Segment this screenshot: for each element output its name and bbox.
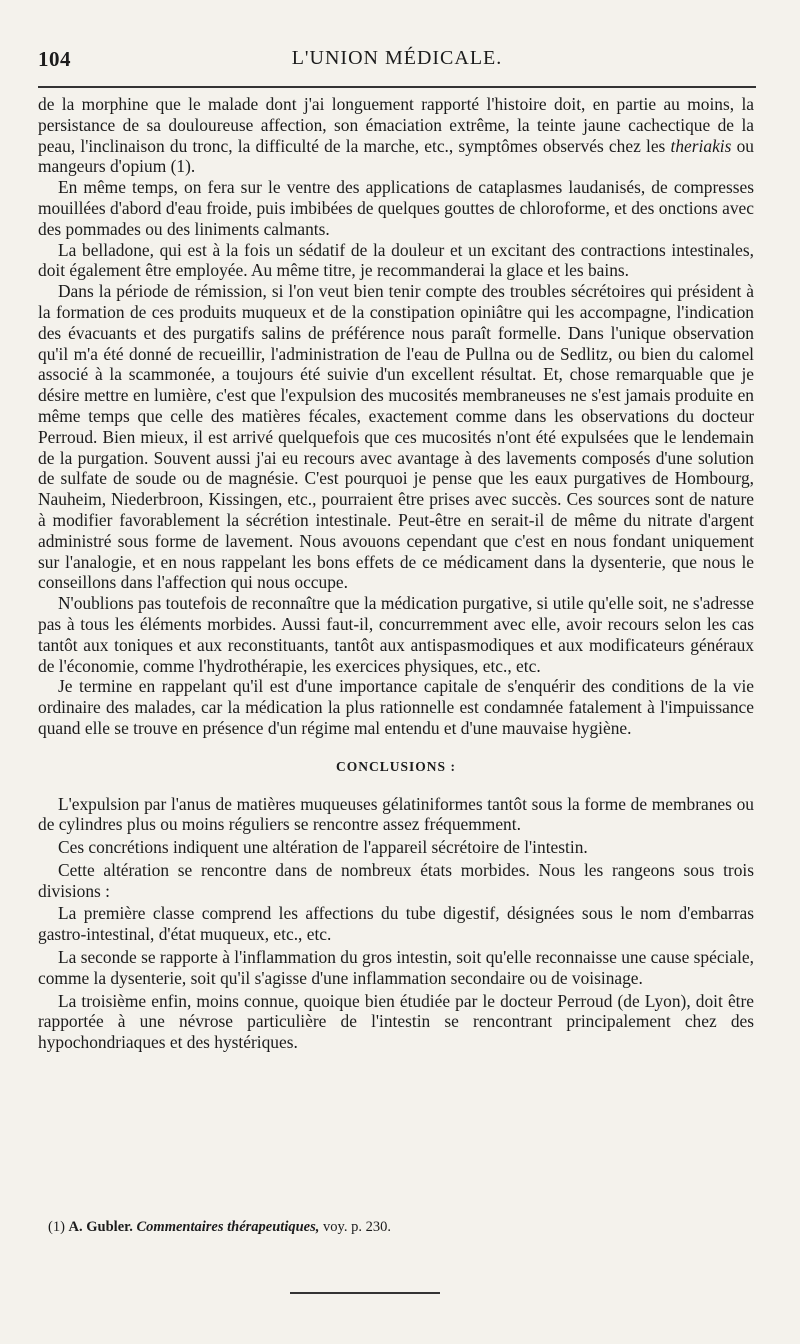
running-title: L'UNION MÉDICALE. <box>291 47 503 69</box>
paragraph: En même temps, on fera sur le ventre des applications de cataplasmes laudanisés, de compresses mouillées d'abord d'eau froide, puis imbibées de quelques gouttes de chloroforme, et des onctions avec des pommades ou des liniments calmants. <box>38 177 754 239</box>
footer-rule <box>290 1292 440 1294</box>
body-text <box>38 94 754 1053</box>
conclusions-section <box>38 794 754 1054</box>
page-header <box>38 47 756 77</box>
footnote-marker: (1) <box>48 1219 65 1235</box>
paragraph: Dans la période de rémission, si l'on veut bien tenir compte des troubles sécrétoires qui président à la formation de ces produits muqueux et de la constipation opiniâtre qui les accompagne, l'indication des évacuants et des purgatifs salins de préférence nous paraît formelle. Dans l'unique observation qu'il m'a été donné de recueillir, l'administration de l'eau de Pullna ou de Sedlitz, ou bien du calomel associé à la scammonée, a toujours été suivie d'un excellent résultat. Et, chose remarquable que je désire mettre en lumière, c'est que l'expulsion des mucosités membraneuses ne s'est jamais produite en même temps que celle des matières fécales, exactement comme dans les observations du docteur Perroud. Bien mieux, il est arrivé quelquefois que ces mucosités n'ont été expulsées que le lendemain de la purgation. Souvent aussi j'ai eu recours avec avantage à des lavements composés d'une solution de sulfate de soude ou de magnésie. C'est pourquoi je pense que les eaux purgatives de Hombourg, Nauheim, Niederbroon, Kissingen, etc., pourraient être prises avec succès. Ces sources sont de nature à modifier favorablement la sécrétion intestinale. Peut-être en serait-il de même du nitrate d'argent administré sous forme de lavement. Nous avouons cependant que c'est en nous fondant uniquement sur l'analogie, et en nous rappelant les bons effets de ce médicament dans la dysenterie, que nous le conseillons dans l'affection qui nous occupe. <box>38 281 754 593</box>
footnote-author: A. Gubler. <box>68 1219 133 1235</box>
page-number: 104 <box>38 47 71 71</box>
paragraph-continued: de la morphine que le malade dont j'ai longuement rapporté l'histoire doit, en partie au moins, la persistance de sa douloureuse affection, son émaciation extrême, la teinte jaune cachectique de la peau, l'inclinaison du tronc, la difficulté de la marche, etc., symptômes observés chez les theriakis ou mangeurs d'opium (1). <box>38 94 754 177</box>
conclusion-item: La seconde se rapporte à l'inflammation du gros intestin, soit qu'elle reconnaisse une cause spéciale, comme la dysenterie, soit qu'il s'agisse d'une inflammation secondaire ou de voisinage. <box>38 947 754 988</box>
paragraph: Je termine en rappelant qu'il est d'une importance capitale de s'enquérir des conditions de la vie ordinaire des malades, car la médication la plus rationnelle est condamnée fatalement à l'impuissance quand elle se trouve en présence d'un régime mal entendu et d'une mauvaise hygiène. <box>38 676 754 738</box>
header-rule <box>38 86 756 88</box>
conclusion-item: Ces concrétions indiquent une altération de l'appareil sécrétoire de l'intestin. <box>58 837 588 858</box>
paragraph: La belladone, qui est à la fois un sédatif de la douleur et un excitant des contractions intestinales, doit également être employée. Au même titre, je recommanderai la glace et les bains. <box>38 239 754 281</box>
conclusion-item: L'expulsion par l'anus de matières muqueuses gélatiniformes tantôt sous la forme de membranes ou de cylindres plus ou moins réguliers se rencontre assez fréquemment. <box>38 793 754 835</box>
footnote-title: Commentaires thérapeutiques, <box>136 1219 320 1235</box>
conclusion-item: Cette altération se rencontre dans de nombreux états morbides. Nous les rangeons sous trois divisions : <box>38 859 754 901</box>
conclusion-item: La troisième enfin, moins connue, quoique bien étudiée par le docteur Perroud (de Lyon), doit être rapportée à une névrose particulière de l'intestin se rencontrant principalement chez des hypochondriaques et des hystériques. <box>38 990 754 1053</box>
conclusion-item: La première classe comprend les affections du tube digestif, désignées sous le nom d'embarras gastro-intestinal, d'état muqueux, etc., etc. <box>38 903 754 945</box>
conclusions-heading: CONCLUSIONS : <box>336 758 456 774</box>
footnote <box>48 1218 754 1236</box>
footnote-reference: voy. p. 230. <box>323 1219 391 1235</box>
emphasis-theriakis: theriakis <box>670 135 732 156</box>
paragraph: N'oublions pas toutefois de reconnaître que la médication purgative, si utile qu'elle soit, ne s'adresse pas à tous les éléments morbides. Aussi faut-il, concurremment avec elle, avoir recours selon les cas tantôt aux toniques et aux reconstituants, tantôt aux antispasmodiques et aux modificateurs généraux de l'économie, comme l'hydrothérapie, les exercices physiques, etc., etc. <box>38 593 754 676</box>
